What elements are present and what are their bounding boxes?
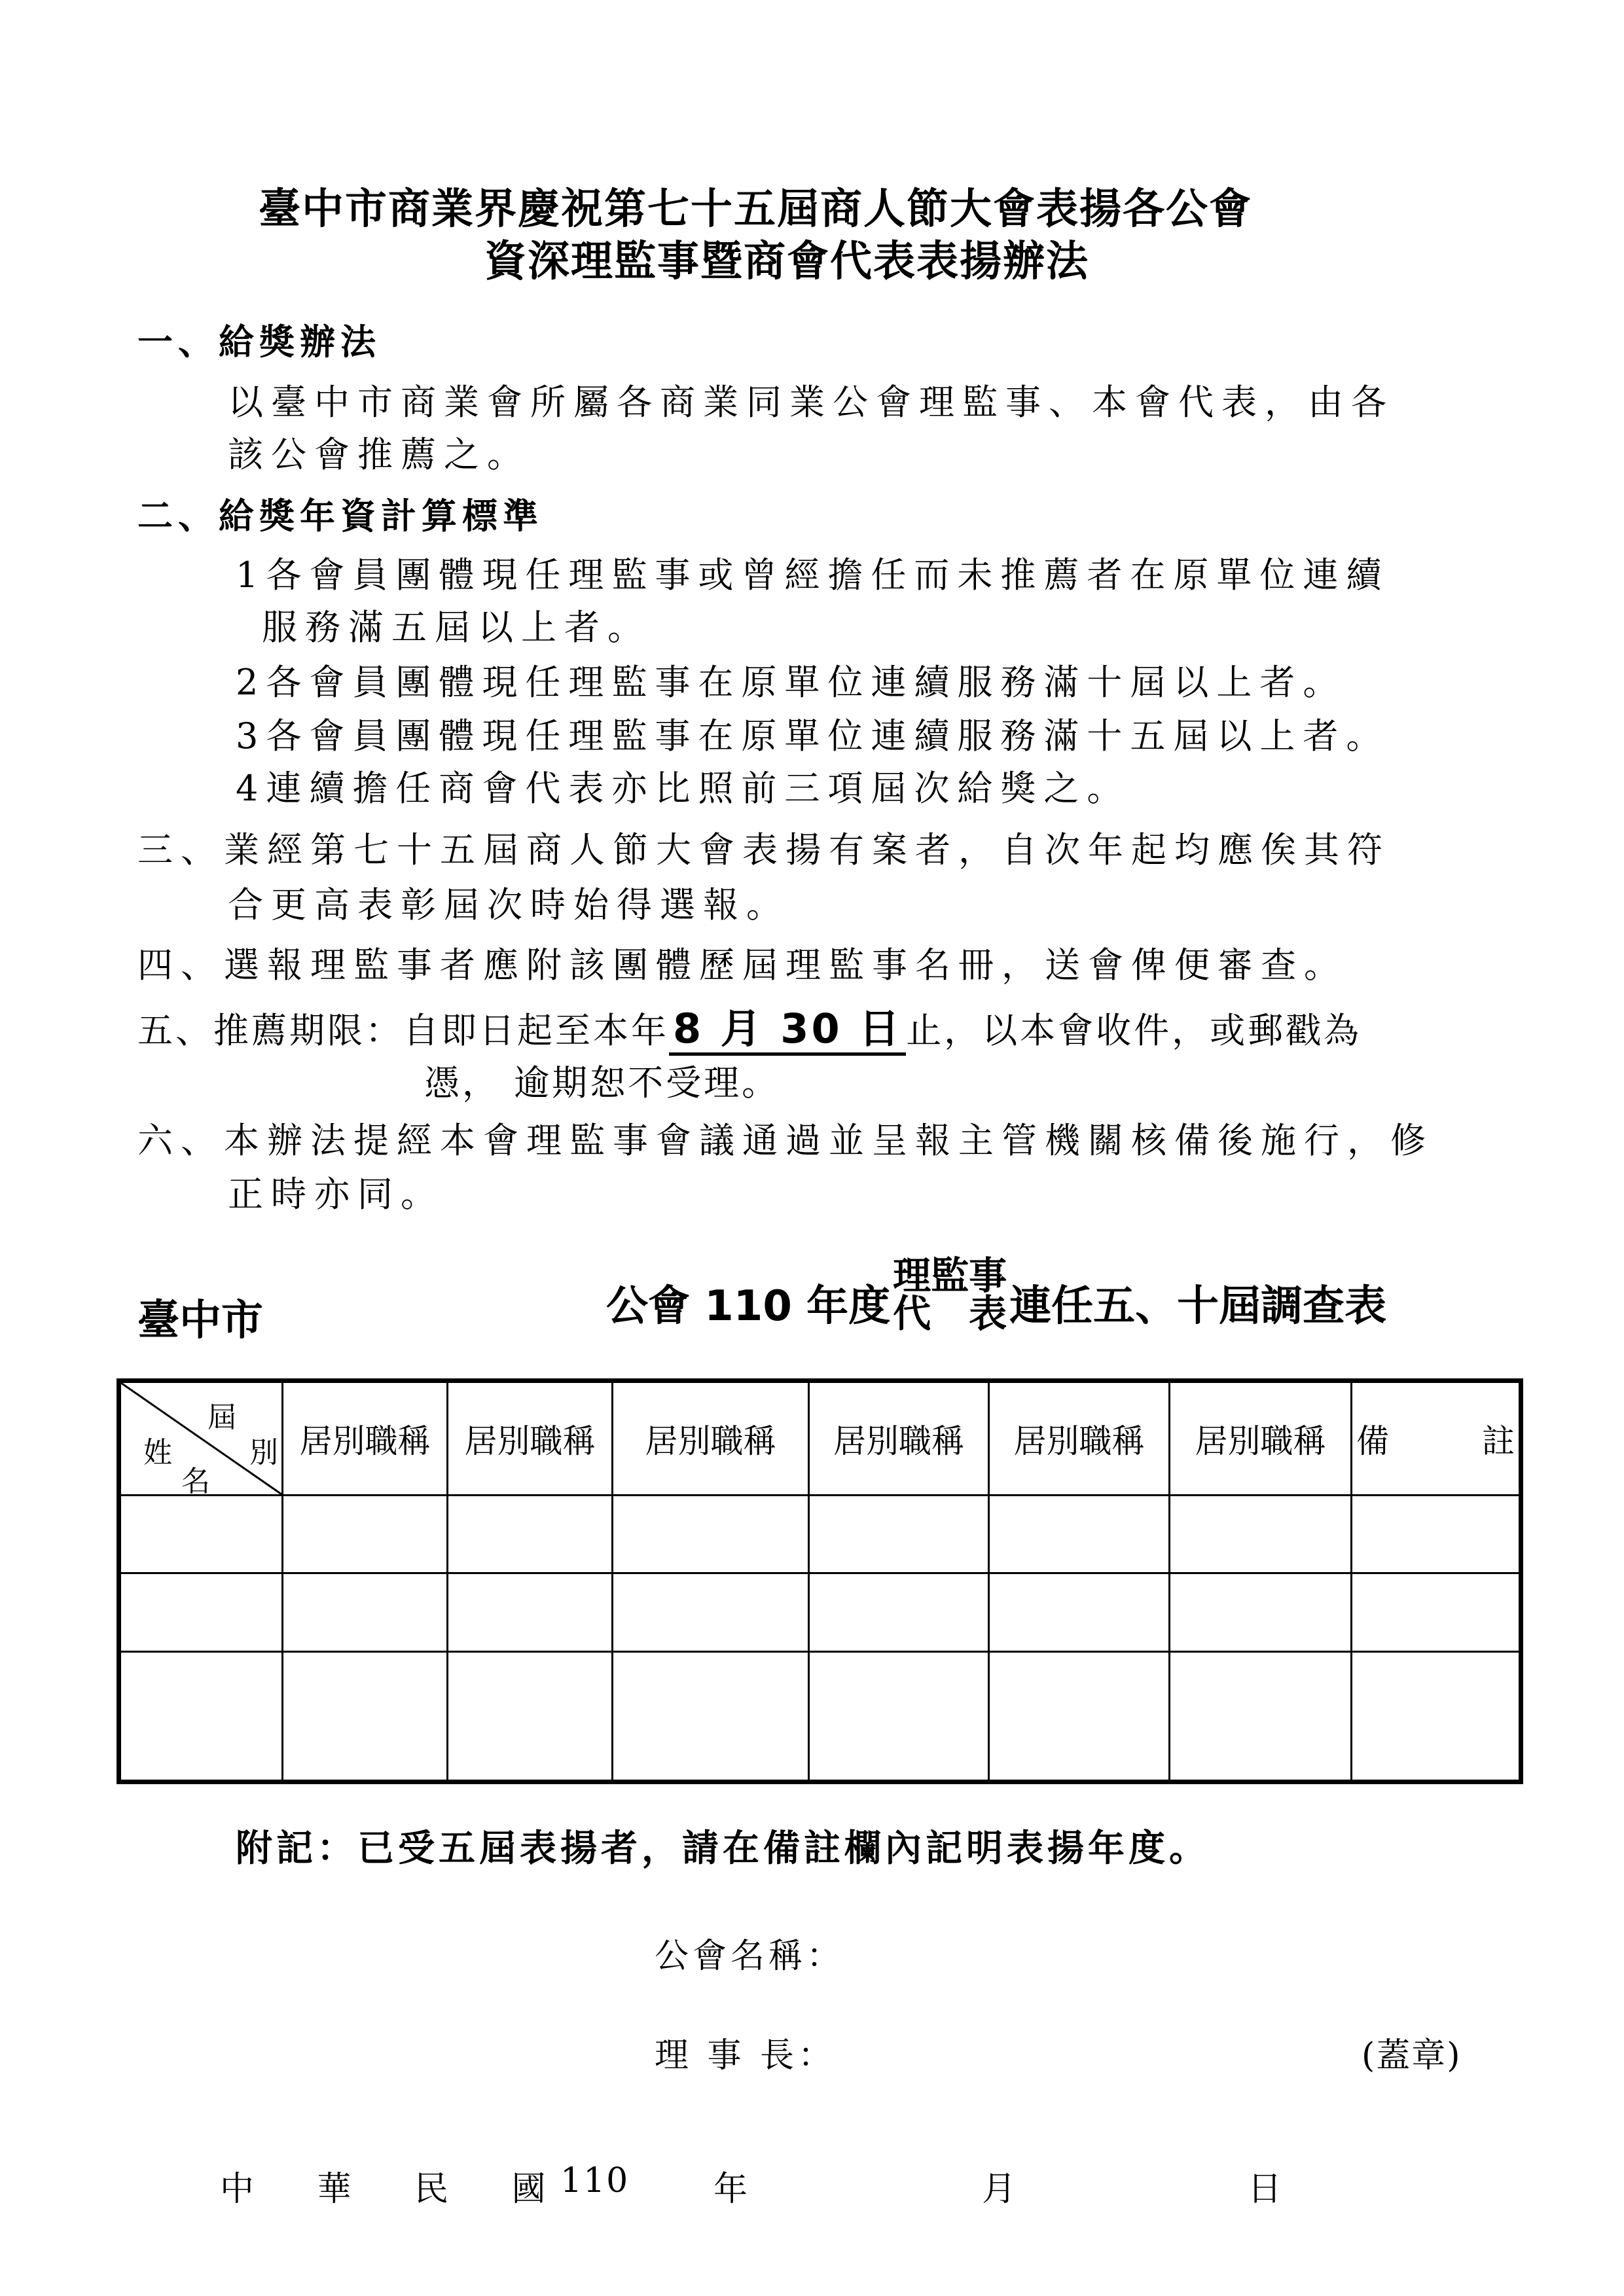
- table-cell[interactable]: [613, 1496, 809, 1573]
- stack-bottom-right: 表: [969, 1291, 1007, 1336]
- footnote: 附記：已受五屆表揚者，請在備註欄內記明表揚年度。: [236, 1827, 1210, 1870]
- column-header: 居別職稱: [448, 1381, 613, 1496]
- corner-bottom-label: 名: [181, 1465, 210, 1498]
- table-cell[interactable]: [119, 1496, 283, 1573]
- section6-line1: 六、本辦法提經本會理監事會議通過並呈報主管機關核備後施行，修: [137, 1120, 1434, 1161]
- table-cell[interactable]: [283, 1496, 448, 1573]
- stack-bottom: [893, 1291, 1007, 1336]
- date-day-label: 日: [1248, 2170, 1291, 2209]
- table-cell[interactable]: [283, 1651, 448, 1782]
- section1-text-line2: 該公會推薦之。: [228, 434, 530, 475]
- table-row: [119, 1496, 1521, 1573]
- section2-item1-line2: 服務滿五屆以上者。: [262, 607, 651, 648]
- table-cell[interactable]: [448, 1573, 613, 1651]
- corner-right-label: 別: [249, 1436, 278, 1469]
- seal-label: (蓋章): [1362, 2036, 1462, 2075]
- date-year-label: 年: [713, 2170, 757, 2209]
- section3-line2: 合更高表彰屆次時始得選報。: [228, 884, 789, 925]
- remark-left-char: 備: [1356, 1422, 1389, 1460]
- doc-title-line2: 資深理監事暨商會代表表揚辦法: [484, 238, 1089, 286]
- table-cell[interactable]: [448, 1651, 613, 1782]
- section4-line1: 四、選報理監事者應附該團體歷屆理監事名冊，送會俾便審查。: [137, 944, 1347, 986]
- table-cell[interactable]: [119, 1573, 283, 1651]
- remark-right-char: 註: [1482, 1422, 1515, 1460]
- table-cell[interactable]: [613, 1651, 809, 1782]
- table-header-row: [119, 1381, 1521, 1496]
- table-cell[interactable]: [613, 1573, 809, 1651]
- survey-title: [606, 1253, 1387, 1336]
- survey-title-stack: [893, 1253, 1007, 1336]
- table-cell[interactable]: [989, 1496, 1170, 1573]
- date-month-label: 月: [982, 2170, 1026, 2209]
- association-name-label: 公會名稱：: [655, 1937, 845, 1976]
- section2-item4: 4連續擔任商會代表亦比照前三項屆次給獎之。: [236, 768, 1130, 809]
- section5-prefix: 五、推薦期限：自即日起至本年: [137, 1010, 669, 1051]
- corner-left-label: 姓: [143, 1436, 172, 1469]
- section3-line1: 三、業經第七十五屆商人節大會表揚有案者，自次年起均應俟其符: [137, 829, 1390, 870]
- section1-text-line1: 以臺中市商業會所屬各商業同業公會理監事、本會代表，由各: [228, 382, 1394, 423]
- table-cell[interactable]: [1352, 1496, 1521, 1573]
- table-cell[interactable]: [283, 1573, 448, 1651]
- date-year: 110: [560, 2161, 630, 2200]
- table-cell[interactable]: [1170, 1496, 1352, 1573]
- table-cell[interactable]: [809, 1496, 989, 1573]
- column-header: 居別職稱: [809, 1381, 989, 1496]
- section5-suffix: 止，以本會收件，或郵戳為: [906, 1010, 1362, 1051]
- section5-line1: [137, 996, 1362, 1054]
- column-header: 居別職稱: [613, 1381, 809, 1496]
- section6-line2: 正時亦同。: [228, 1174, 444, 1215]
- section2-heading: 二、給獎年資計算標準: [137, 495, 543, 537]
- corner-top-label: 屆: [208, 1401, 236, 1434]
- survey-table: [117, 1378, 1523, 1784]
- section2-item2: 2各會員團體現任理監事在原單位連續服務滿十屆以上者。: [236, 662, 1346, 703]
- deadline-date: 8 月 30 日: [669, 1005, 906, 1056]
- chairman-label: 理 事 長：: [655, 2036, 837, 2075]
- section2-item3: 3各會員團體現任理監事在原單位連續服務滿十五屆以上者。: [236, 715, 1390, 757]
- date-era: 中 華 民 國: [220, 2170, 572, 2209]
- table-cell[interactable]: [989, 1651, 1170, 1782]
- table-row: [119, 1573, 1521, 1651]
- table-cell[interactable]: [119, 1651, 283, 1782]
- table-cell[interactable]: [989, 1573, 1170, 1651]
- stack-top: 理監事: [893, 1253, 1007, 1298]
- section5-line2: 憑， 逾期恕不受理。: [424, 1062, 780, 1103]
- doc-title-line1: 臺中市商業界慶祝第七十五屆商人節大會表揚各公會: [259, 185, 1252, 234]
- survey-title-suffix: 連任五、十屆調查表: [1009, 1282, 1387, 1331]
- column-header: 居別職稱: [989, 1381, 1170, 1496]
- table-cell[interactable]: [809, 1651, 989, 1782]
- table-cell[interactable]: [1170, 1651, 1352, 1782]
- section1-heading: 一、給獎辦法: [137, 321, 381, 363]
- survey-title-prefix: 公會 110 年度: [606, 1282, 891, 1331]
- column-header: 居別職稱: [283, 1381, 448, 1496]
- survey-city: 臺中市: [137, 1297, 263, 1345]
- remark-column-header: [1352, 1381, 1521, 1496]
- table-cell[interactable]: [448, 1496, 613, 1573]
- section2-item1-line1: 1各會員團體現任理監事或曾經擔任而未推薦者在原單位連續: [236, 554, 1390, 596]
- corner-cell: [119, 1381, 283, 1496]
- table-row: [119, 1651, 1521, 1782]
- stack-bottom-left: 代: [893, 1291, 931, 1336]
- table-cell[interactable]: [1352, 1573, 1521, 1651]
- table-cell[interactable]: [1170, 1573, 1352, 1651]
- table-cell[interactable]: [809, 1573, 989, 1651]
- column-header: 居別職稱: [1170, 1381, 1352, 1496]
- table-cell[interactable]: [1352, 1651, 1521, 1782]
